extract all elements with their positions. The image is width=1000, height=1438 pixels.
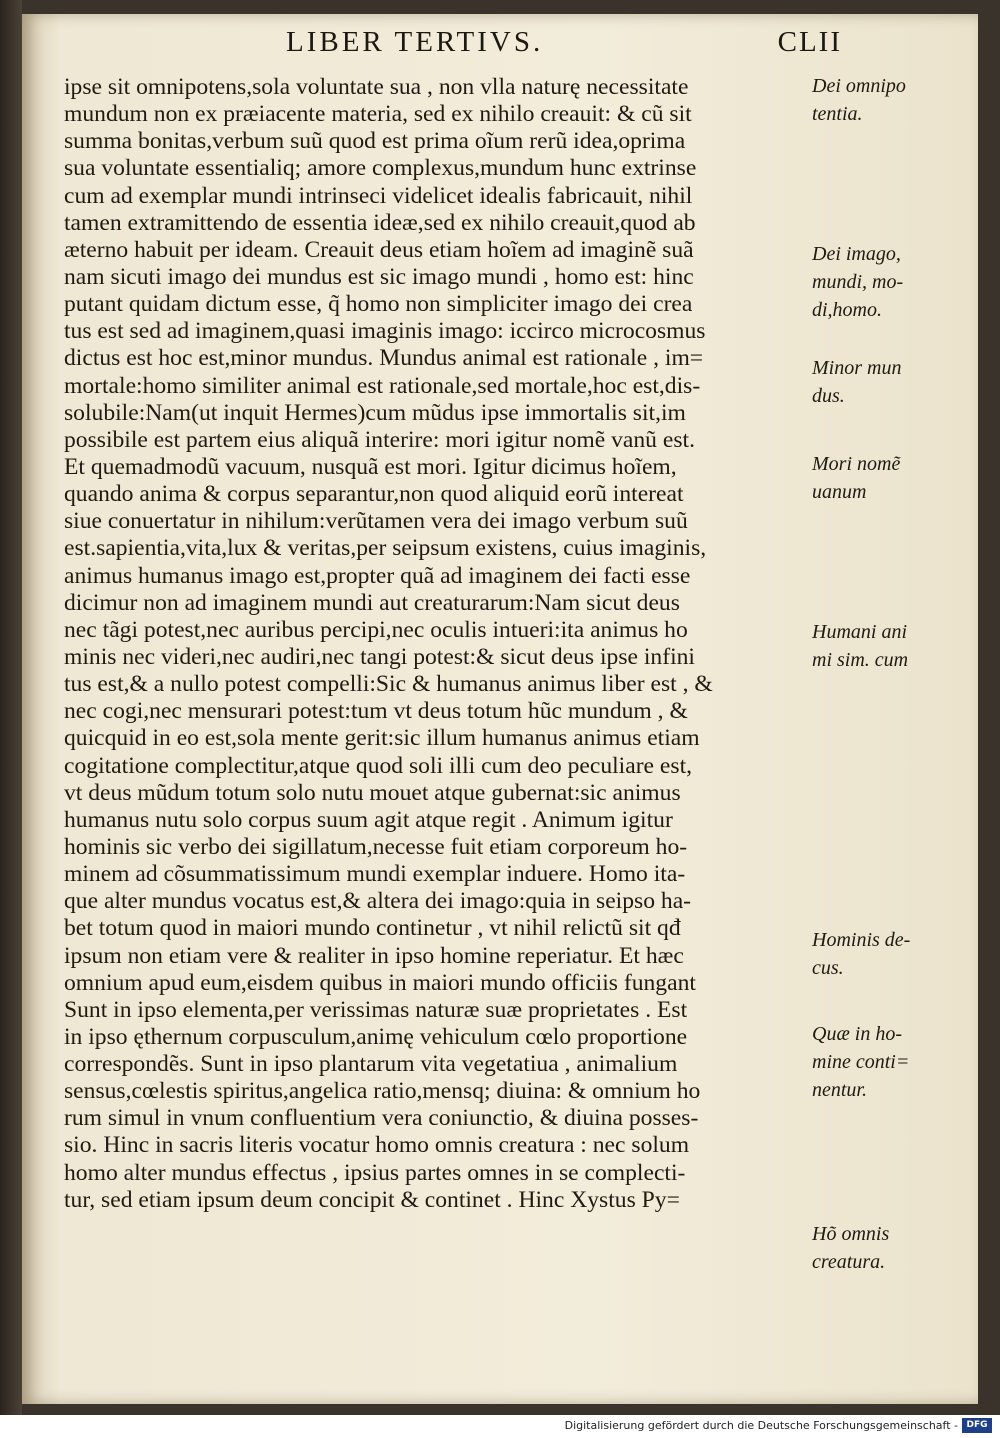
body-text: [64, 74, 834, 1214]
page-header: [22, 26, 978, 66]
text-line: minis nec videri,nec audiri,nec tangi potest:& sicut deus ipse infini: [64, 643, 695, 670]
margin-note-line: creatura.: [812, 1251, 886, 1273]
text-line: sio. Hinc in sacris literis vocatur homo omnis creatura : nec solum: [64, 1132, 690, 1159]
margin-note-line: di,homo.: [812, 299, 882, 321]
text-line: hominis sic verbo dei sigillatum,necesse fuit etiam corporeum ho-: [64, 833, 688, 860]
margin-note-line: nentur.: [812, 1079, 867, 1101]
text-line: que alter mundus vocatus est,& altera dei imago:quia in seipso ha-: [64, 888, 692, 915]
text-line: solubile:Nam(ut inquit Hermes)cum mũdus ipse immortalis sit,im: [64, 399, 686, 426]
text-line: homo alter mundus effectus , ipsius partes omnes in se complecti-: [64, 1159, 686, 1186]
text-line: est.sapientia,vita,lux & veritas,per seipsum existens, cuius imaginis,: [64, 535, 707, 562]
book-page: [22, 14, 978, 1404]
margin-note-line: Minor mun: [812, 357, 902, 379]
margin-note-omnis-creatura: [812, 1220, 937, 1276]
text-line: cum ad exemplar mundi intrinseci videlicet idealis fabricauit, nihil: [64, 182, 693, 209]
text-line: sua voluntate essentialiq; amore complexus,mundum hunc extrinse: [64, 155, 697, 182]
text-line: correspondẽs. Sunt in ipso plantarum vita vegetatiua , animalium: [64, 1051, 678, 1078]
margin-note-line: mine conti=: [812, 1051, 910, 1073]
text-line: minem ad cõsummatissimum mundi exemplar induere. Homo ita-: [64, 861, 686, 888]
margin-note-imago: [812, 240, 937, 324]
text-line: mortale:homo similiter animal est rationale,sed mortale,hoc est,dis-: [64, 372, 701, 399]
margin-note-hominis-decus: [812, 926, 937, 982]
text-line: summa bonitas,verbum suũ quod est prima oĩum rerũ idea,oprima: [64, 128, 686, 155]
text-line: bet totum quod in maiori mundo continetur , vt nihil relictũ sit qđ: [64, 915, 681, 942]
margin-note-line: mundi, mo-: [812, 271, 904, 293]
text-line: in ipso ęthernum corpusculum,animę vehiculum cœlo proportione: [64, 1023, 688, 1050]
dfg-logo: DFG: [962, 1418, 992, 1433]
margin-note-line: Hõ omnis: [812, 1223, 890, 1245]
margin-note-line: cus.: [812, 957, 844, 979]
text-line: æterno habuit per ideam. Creauit deus etiam hoĩem ad imaginẽ suã: [64, 236, 694, 263]
text-line: nec tãgi potest,nec auribus percipi,nec oculis intueri:ita animus ho: [64, 616, 688, 643]
text-line: omnium apud eum,eisdem quibus in maiori mundo officiis fungant: [64, 969, 696, 996]
text-line: ipsum non etiam vere & realiter in ipso homine reperiatur. Et hæc: [64, 942, 684, 969]
text-line: nec cogi,nec mensurari potest:tum vt deus totum hũc mundum , &: [64, 698, 688, 725]
margin-note-line: Dei imago,: [812, 243, 901, 265]
text-line: siue conuertatur in nihilum:verũtamen vera dei imago verbum suũ: [64, 508, 688, 535]
margin-note-line: Dei omnipo: [812, 75, 906, 97]
text-line: tur, sed etiam ipsum deum concipit & continet . Hinc Xystus Py=: [64, 1186, 680, 1213]
book-spine: [0, 0, 22, 1415]
text-line: vt deus mũdum totum solo nutu mouet atque gubernat:sic animus: [64, 779, 681, 806]
text-line: animus humanus imago est,propter quã ad imaginem dei facti esse: [64, 562, 691, 589]
margin-note-quae-in-homine: [812, 1020, 937, 1104]
footer-bar: [0, 1415, 1000, 1438]
running-head: LIBER TERTIVS.: [286, 26, 544, 58]
margin-note-line: dus.: [812, 385, 845, 407]
margin-note-line: Mori nomẽ: [812, 453, 901, 475]
text-line: ipse sit omnipotens,sola voluntate sua , non vlla naturę necessitate: [64, 74, 689, 100]
margin-note-mori: [812, 450, 937, 506]
text-line: dictus est hoc est,minor mundus. Mundus animal est rationale , im=: [64, 345, 704, 372]
margin-note-humani-animi: [812, 618, 937, 674]
text-line: possibile est partem eius aliquã interire: mori igitur nomẽ vanũ est.: [64, 426, 695, 453]
text-line: Et quemadmodũ vacuum, nusquã est mori. Igitur dicimus hoĩem,: [64, 453, 677, 480]
footer-credit: Digitalisierung gefördert durch die Deutsche Forschungsgemeinschaft -: [564, 1419, 958, 1432]
text-line: quicquid in eo est,sola mente gerit:sic illum humanus animus etiam: [64, 725, 700, 752]
text-line: mundum non ex præiacente materia, sed ex nihilo creauit: & cũ sit: [64, 101, 692, 128]
margin-note-line: Quæ in ho-: [812, 1023, 902, 1045]
margin-note-omnipotentia: [812, 72, 937, 128]
text-line: tus est,& a nullo potest compelli:Sic & humanus animus liber est , &: [64, 671, 713, 698]
margin-note-minor-mundus: [812, 354, 937, 410]
text-line: humanus nutu solo corpus suum agit atque regit . Animum igitur: [64, 806, 673, 833]
text-line: dicimur non ad imaginem mundi aut creaturarum:Nam sicut deus: [64, 589, 680, 616]
text-line: Sunt in ipso elementa,per verissimas naturæ suæ proprietates . Est: [64, 996, 688, 1023]
text-line: quando anima & corpus separantur,non quod aliquid eorũ intereat: [64, 481, 684, 508]
margin-note-line: tentia.: [812, 103, 863, 125]
text-line: rum simul in vnum confluentium vera coniunctio, & diuina posses-: [64, 1105, 699, 1132]
text-line: sensus,cœlestis spiritus,angelica ratio,mensq; diuina: & omnium ho: [64, 1078, 701, 1105]
folio-number: CLII: [777, 26, 842, 58]
text-line: putant quidam dictum esse, q̃ homo non simpliciter imago dei crea: [64, 291, 693, 318]
margin-note-line: uanum: [812, 481, 867, 503]
margin-note-line: mi sim. cum: [812, 649, 909, 671]
text-line: cogitatione complectitur,atque quod soli illi cum deo peculiare est,: [64, 752, 693, 779]
margin-note-line: Humani ani: [812, 621, 907, 643]
text-line: nam sicuti imago dei mundus est sic imago mundi , homo est: hinc: [64, 263, 694, 290]
text-line: tamen extramittendo de essentia ideæ,sed ex nihilo creauit,quod ab: [64, 209, 696, 236]
text-line: tus est sed ad imaginem,quasi imaginis imago: iccirco microcosmus: [64, 318, 706, 345]
margin-note-line: Hominis de-: [812, 929, 911, 951]
